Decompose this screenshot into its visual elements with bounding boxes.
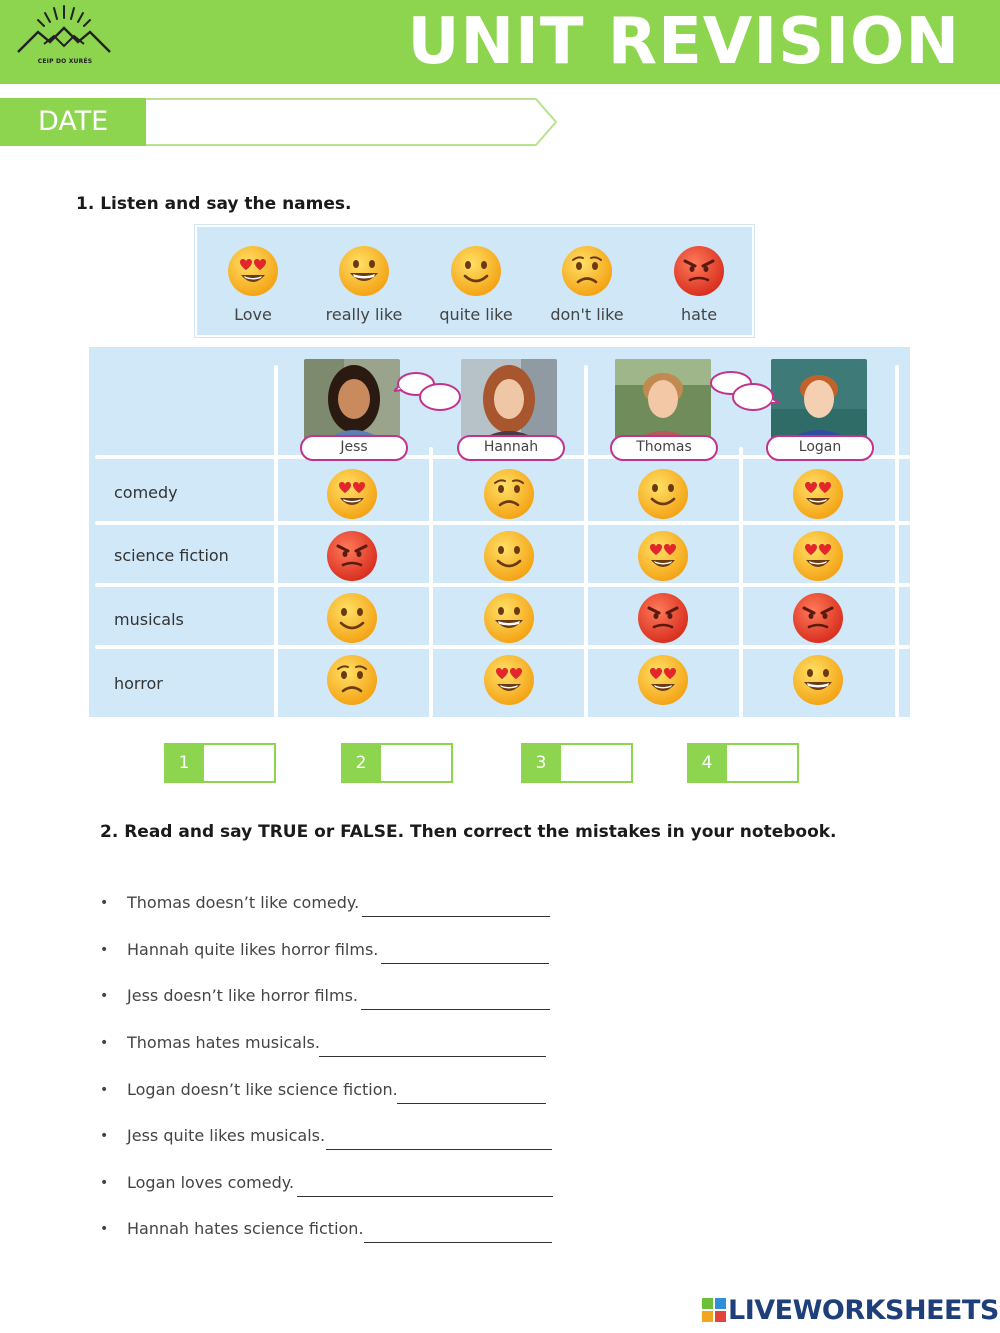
legend-item-quite-like [421,245,531,324]
grid-line [739,447,743,717]
bullet: • [100,895,109,911]
statement-text: Hannah hates science fiction. [127,1219,364,1238]
legend-label: hate [680,305,718,324]
really-like-emoji-icon [483,592,535,644]
answer-number: 2 [341,743,381,783]
grid-line [429,447,433,717]
bullet: • [100,1128,109,1144]
jess-photo [304,359,400,441]
really-like-emoji-icon [792,654,844,706]
true-false-input-3[interactable] [361,985,550,1010]
true-false-input-5[interactable] [397,1079,546,1104]
name-label-jess: Jess [300,435,408,461]
statement-text: Thomas doesn’t like comedy. [127,893,360,912]
love-emoji-icon [792,468,844,520]
statement-text: Jess doesn’t like horror films. [127,986,358,1005]
love-emoji-icon [227,245,279,297]
true-false-input-4[interactable] [319,1032,546,1057]
thomas-photo [615,359,711,441]
bullet: • [100,1082,109,1098]
true-false-input-8[interactable] [364,1218,552,1243]
speech-bubble-icon [394,369,464,415]
footer-brand [702,1295,999,1326]
genre-label-horror: horror [114,674,163,693]
bullet: • [100,1035,109,1051]
dont-like-emoji-icon [483,468,535,520]
speech-bubble-icon [701,367,781,415]
love-emoji-icon [483,654,535,706]
grid-line [584,365,588,717]
answer-number: 4 [687,743,727,783]
page-title: UNIT REVISION [407,5,960,79]
name-label-logan: Logan [766,435,874,461]
liveworksheets-logo-icon [702,1298,726,1322]
quite-like-emoji-icon [637,468,689,520]
legend-label: don't like [550,305,624,324]
answer-input-4[interactable] [727,743,799,783]
legend-label: really like [325,305,403,324]
dont-like-emoji-icon [326,654,378,706]
preferences-grid [89,347,910,717]
emoji-legend [195,225,754,337]
genre-label-musicals: musicals [114,610,184,629]
quite-like-emoji-icon [326,592,378,644]
statement-text: Logan doesn’t like science fiction. [127,1080,398,1099]
legend-item-hate [644,245,754,324]
legend-item-really-like [309,245,419,324]
bullet: • [100,1175,109,1191]
hate-emoji-icon [637,592,689,644]
grid-line [274,365,278,717]
statement-text: Hannah quite likes horror films. [127,940,379,959]
genre-label-science-fiction: science fiction [114,546,229,565]
answer-input-3[interactable] [561,743,633,783]
true-false-input-1[interactable] [362,892,550,917]
hate-emoji-icon [326,530,378,582]
quite-like-emoji-icon [450,245,502,297]
bullet: • [100,1221,109,1237]
true-false-input-7[interactable] [297,1172,553,1197]
answer-number: 3 [521,743,561,783]
love-emoji-icon [792,530,844,582]
true-false-input-6[interactable] [326,1125,552,1150]
love-emoji-icon [326,468,378,520]
name-label-hannah: Hannah [457,435,565,461]
hate-emoji-icon [792,592,844,644]
footer-brand-text: LIVEWORKSHEETS [728,1295,999,1326]
answer-input-2[interactable] [381,743,453,783]
bullet: • [100,942,109,958]
grid-line [95,583,910,587]
grid-line [95,521,910,525]
legend-label: quite like [439,305,513,324]
genre-label-comedy: comedy [114,483,178,502]
answer-number: 1 [164,743,204,783]
legend-item-dont-like [532,245,642,324]
grid-line [895,365,899,717]
bullet: • [100,988,109,1004]
school-logo-icon [14,4,114,76]
love-emoji-icon [637,530,689,582]
love-emoji-icon [637,654,689,706]
page-header [0,0,1000,84]
dont-like-emoji-icon [561,245,613,297]
statement-text: Thomas hates musicals. [127,1033,320,1052]
date-label: DATE [0,98,146,146]
grid-line [95,645,910,649]
question-2-title: 2. Read and say TRUE or FALSE. Then correct the mistakes in your notebook. [100,822,837,842]
really-like-emoji-icon [338,245,390,297]
legend-item-love [198,245,308,324]
name-label-thomas: Thomas [610,435,718,461]
logo-text: CEIP DO XURÉS [37,58,93,65]
hate-emoji-icon [673,245,725,297]
date-row [0,98,560,148]
statement-text: Jess quite likes musicals. [127,1126,326,1145]
answer-input-1[interactable] [204,743,276,783]
question-1-title: 1. Listen and say the names. [76,194,352,214]
logan-photo [771,359,867,441]
legend-label: Love [234,305,272,324]
hannah-photo [461,359,557,441]
quite-like-emoji-icon [483,530,535,582]
date-input[interactable] [146,98,556,146]
statement-text: Logan loves comedy. [127,1173,295,1192]
true-false-input-2[interactable] [381,939,549,964]
